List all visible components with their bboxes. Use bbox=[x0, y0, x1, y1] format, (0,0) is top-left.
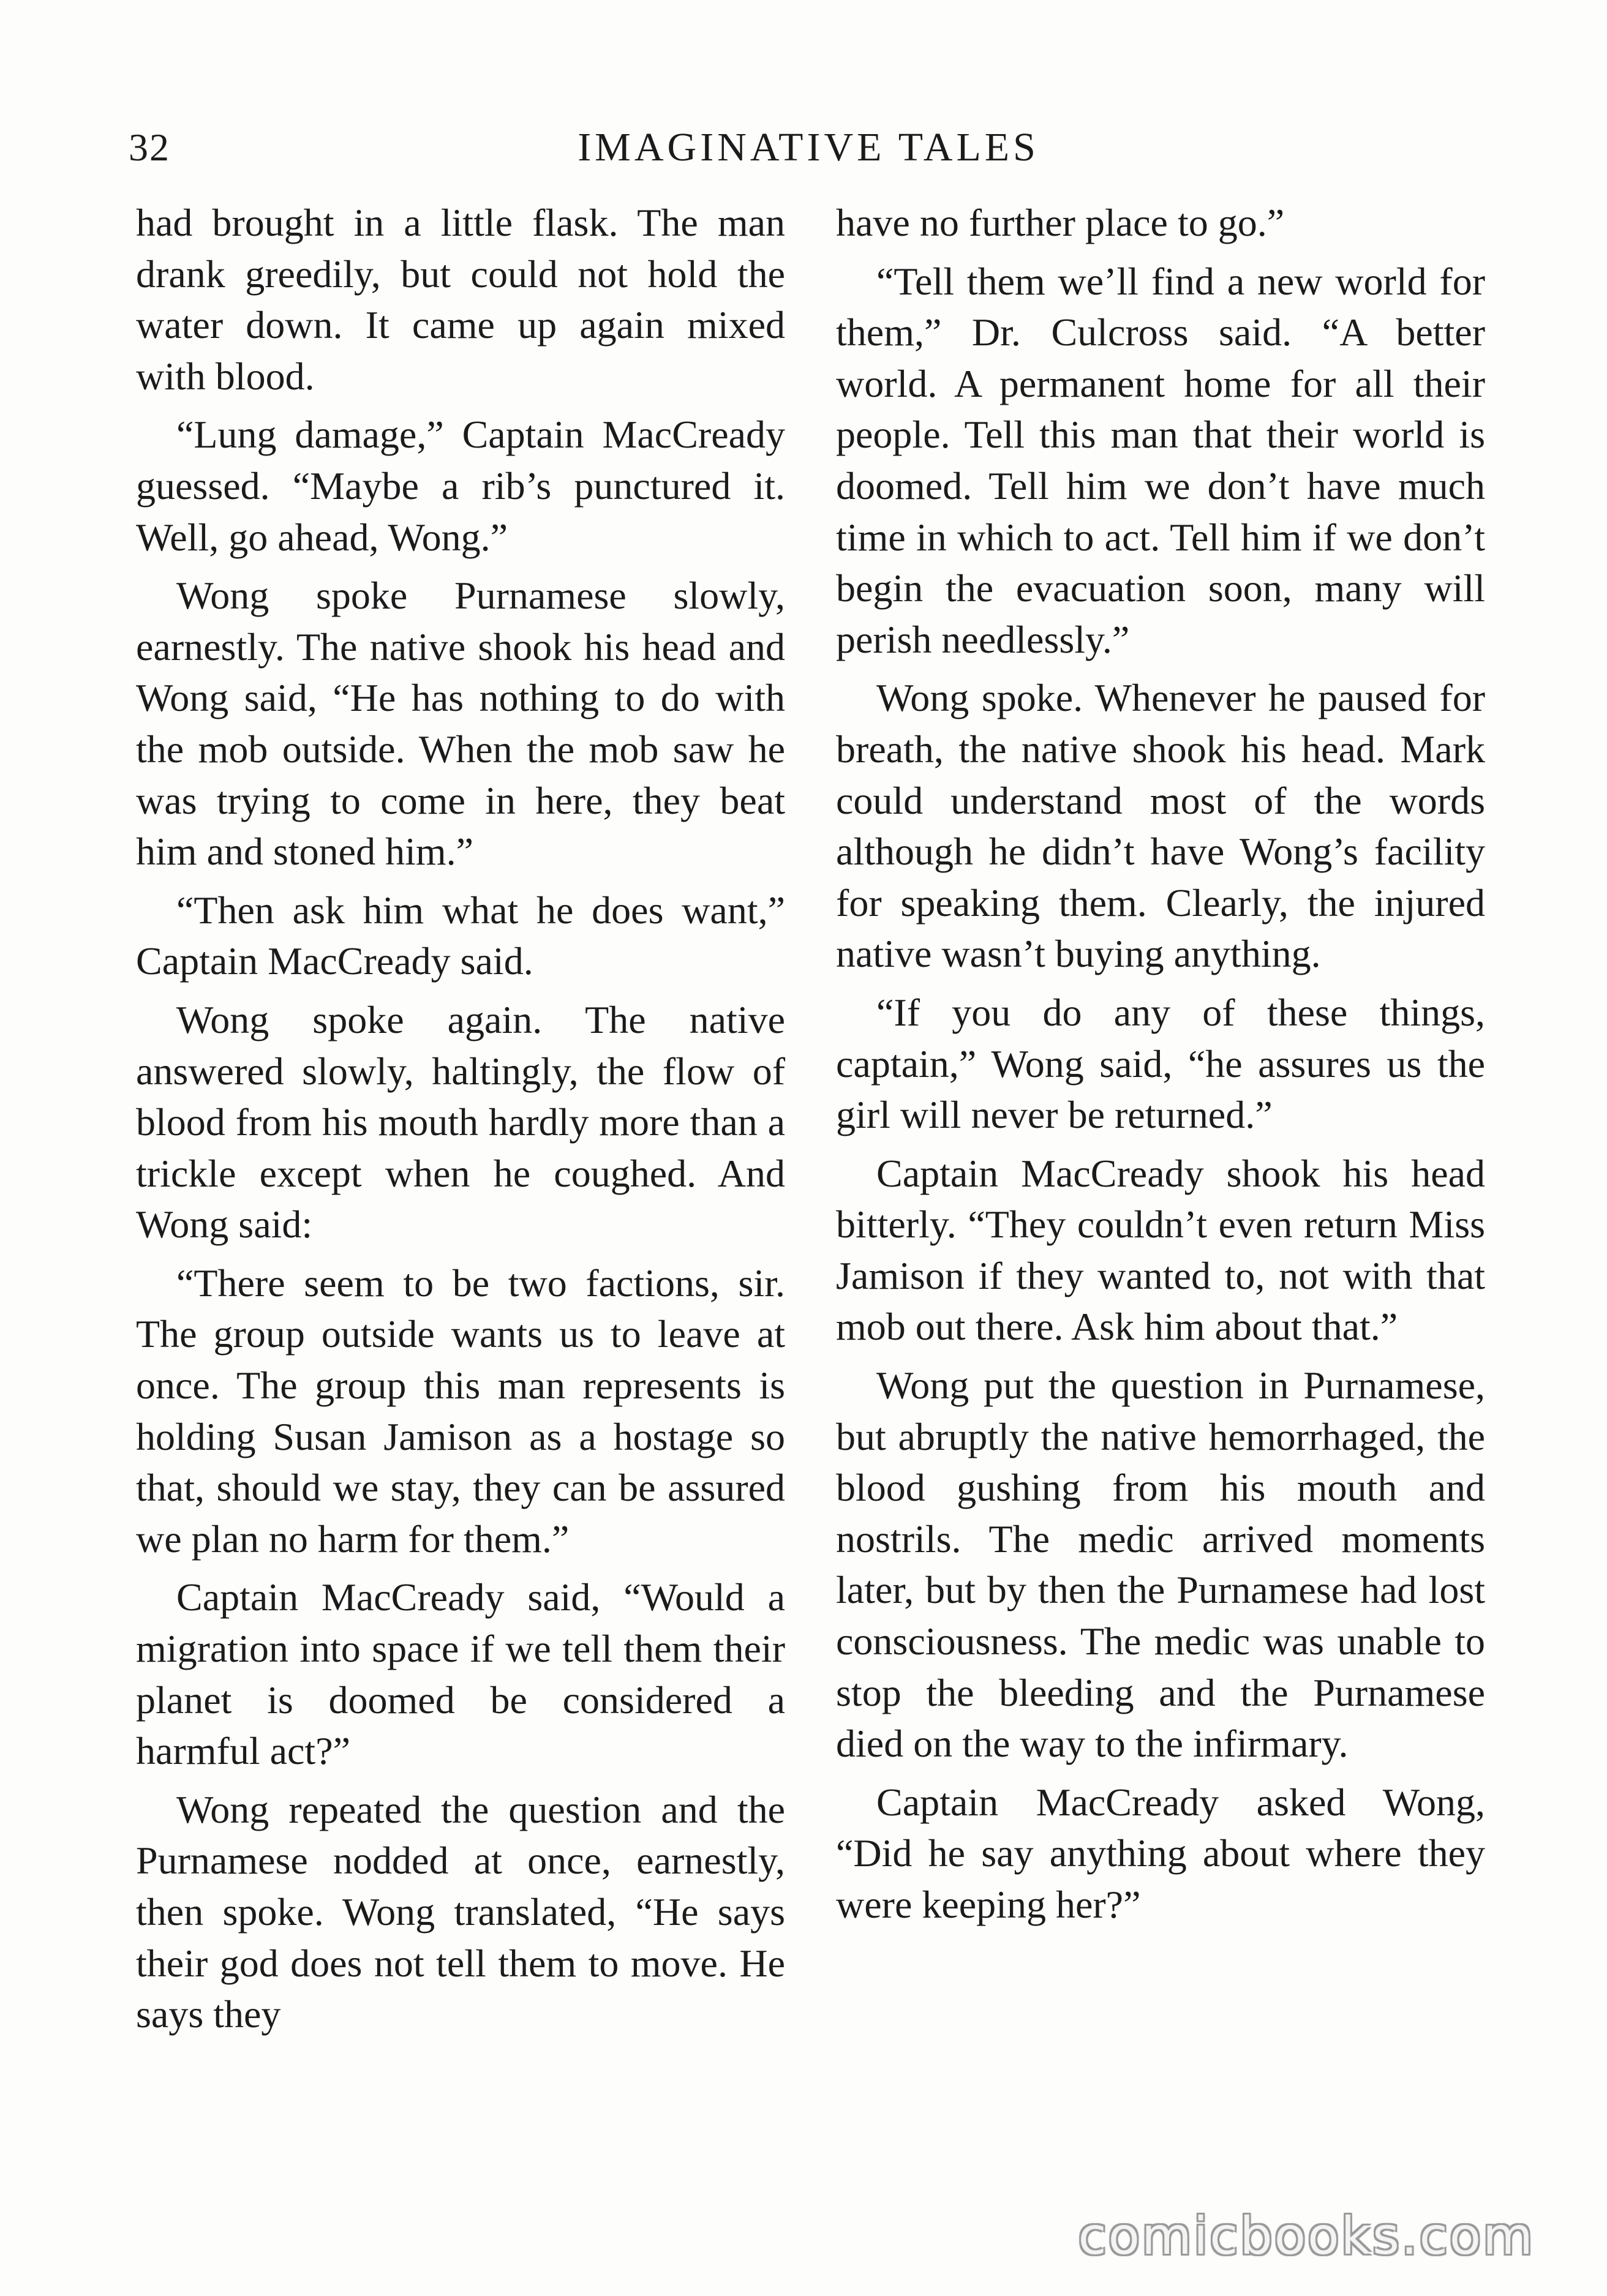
paragraph: Captain MacCready said, “Would a migration into space if we tell them their planet is doomed be considered a harmful act?” bbox=[136, 1575, 785, 1773]
right-column bbox=[836, 197, 1485, 1938]
page-number: 32 bbox=[129, 126, 170, 169]
paragraph: Wong spoke again. The native answered slowly, haltingly, the flow of blood from his mouth hardly more than a trickle except when he coughed. And Wong said: bbox=[136, 997, 785, 1247]
paragraph: “Then ask him what he does want,” Captain MacCready said. bbox=[136, 888, 785, 983]
left-column bbox=[136, 197, 785, 2047]
paragraph: Captain MacCready shook his head bitterly. “They couldn’t even return Miss Jamison if they wanted to, not with that mob out there. Ask him about that.” bbox=[836, 1151, 1485, 1349]
paragraph: Wong spoke. Whenever he paused for breath, the native shook his head. Mark could understand most of the words although he didn’t have Wong’s facility for speaking them. Clearly, the injured native wasn’t buying anything. bbox=[836, 676, 1485, 976]
paragraph: Captain MacCready asked Wong, “Did he say anything about where they were keeping her?” bbox=[836, 1780, 1485, 1926]
paragraph: have no further place to go.” bbox=[836, 201, 1285, 244]
paragraph: Wong repeated the question and the Purnamese nodded at once, earnestly, then spoke. Wong translated, “He says their god does not tell them to move. He says they bbox=[136, 1787, 785, 2036]
paragraph: “If you do any of these things, captain,” Wong said, “he assures us the girl will never be returned.” bbox=[836, 990, 1485, 1137]
paragraph: “Lung damage,” Captain MacCready guessed. “Maybe a rib’s punctured it. Well, go ahead, Wong.” bbox=[136, 413, 785, 559]
paragraph: “There seem to be two factions, sir. The group outside wants us to leave at once. The group this man represents is holding Susan Jamison as a hostage so that, should we stay, they can be assured we plan no harm for them.” bbox=[136, 1261, 785, 1561]
paragraph: had brought in a little flask. The man drank greedily, but could not hold the water down. It came up again mixed with blood. bbox=[136, 201, 785, 398]
paragraph: Wong put the question in Purnamese, but abruptly the native hemorrhaged, the blood gushing from his mouth and nostrils. The medic arrived moments later, but by then the Purnamese had lost consciousness. The medic was unable to stop the bleeding and the Purnamese died on the way to the infirmary. bbox=[836, 1364, 1485, 1766]
watermark-logo: comicbooks.com bbox=[1078, 2206, 1535, 2266]
page-header bbox=[129, 120, 1488, 175]
running-head: IMAGINATIVE TALES bbox=[578, 125, 1039, 170]
paragraph: Wong spoke Purnamese slowly, earnestly. The native shook his head and Wong said, “He has nothing to do with the mob outside. When the mob saw he was trying to come in here, they beat him and stoned him.” bbox=[136, 574, 785, 874]
paragraph: “Tell them we’ll find a new world for them,” Dr. Culcross said. “A better world. A permanent home for all their people. Tell this man that their world is doomed. Tell him we don’t have much time in which to act. Tell him if we don’t begin the evacuation soon, many will perish needlessly.” bbox=[836, 259, 1485, 661]
